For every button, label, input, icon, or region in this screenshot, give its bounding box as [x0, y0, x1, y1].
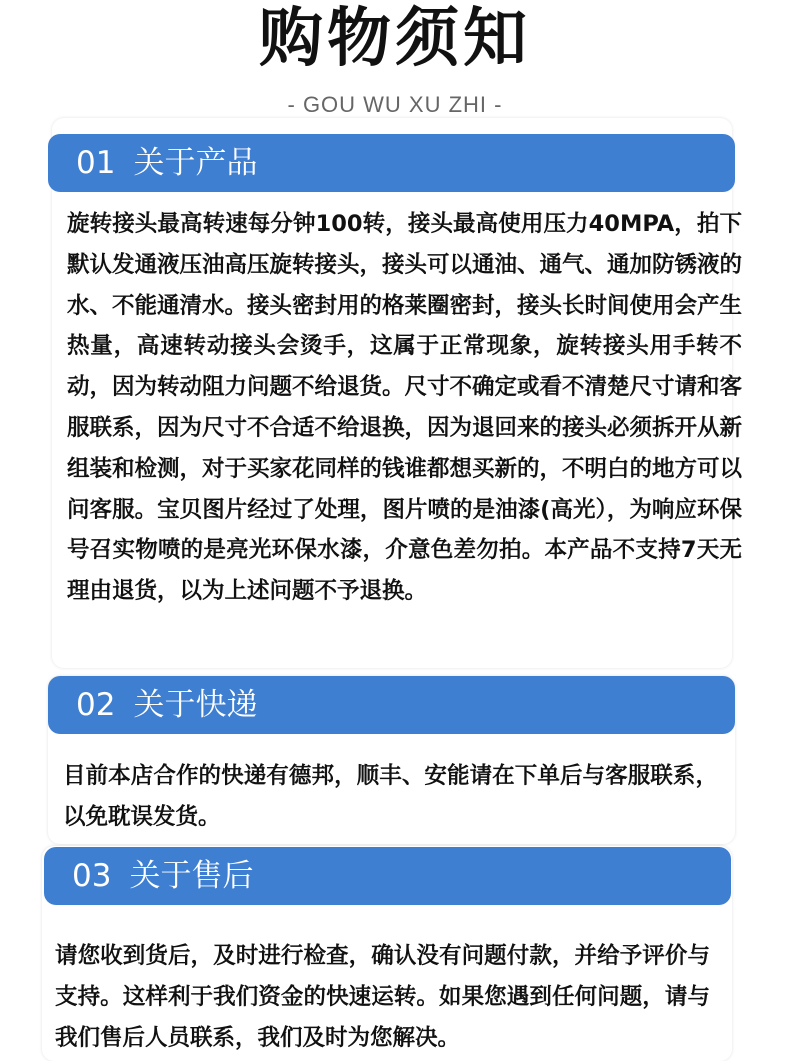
- section-number: 03: [72, 858, 112, 894]
- section-header-product: [48, 134, 735, 192]
- page-title: 购物须知: [259, 2, 531, 76]
- section-text-product: 旋转接头最高转速每分钟100转，接头最高使用压力40MPA，拍下默认发通液压油高压旋转接头，接头可以通油、通气、通加防锈液的水、不能通清水。接头密封用的格莱圈密封，接头长时间使用会产生热量，高速转动接头会烫手，这属于正常现象，旋转接头用手转不动，因为转动阻力问题不给退货。尺寸不确定或看不清楚尺寸请和客服联系，因为尺寸不合适不给退换，因为退回来的接头必须拆开从新组装和检测，对于买家花同样的钱谁都想买新的，不明白的地方可以问客服。宝贝图片经过了处理，图片喷的是油漆(高光），为响应环保号召实物喷的是亮光环保水漆，介意色差勿拍。本产品不支持7天无理由退货，以为上述问题不予退换。: [67, 211, 743, 605]
- section-text-shipping: 目前本店合作的快递有德邦，顺丰、安能请在下单后与客服联系，以免耽误发货。: [63, 763, 718, 830]
- section-number: 01: [76, 145, 116, 181]
- section-heading: 关于快递: [133, 687, 258, 723]
- section-header-aftersales: [44, 847, 731, 905]
- section-text-aftersales: 请您收到货后，及时进行检查，确认没有问题付款，并给予评价与支持。这样利于我们资金的快速运转。如果您遇到任何问题，请与我们售后人员联系，我们及时为您解决。: [55, 943, 710, 1051]
- section-heading: 关于产品: [133, 145, 258, 181]
- page-subtitle: - GOU WU XU ZHI -: [287, 92, 503, 117]
- section-number: 02: [76, 687, 116, 723]
- section-header-shipping: [48, 676, 735, 734]
- section-heading: 关于售后: [129, 858, 254, 894]
